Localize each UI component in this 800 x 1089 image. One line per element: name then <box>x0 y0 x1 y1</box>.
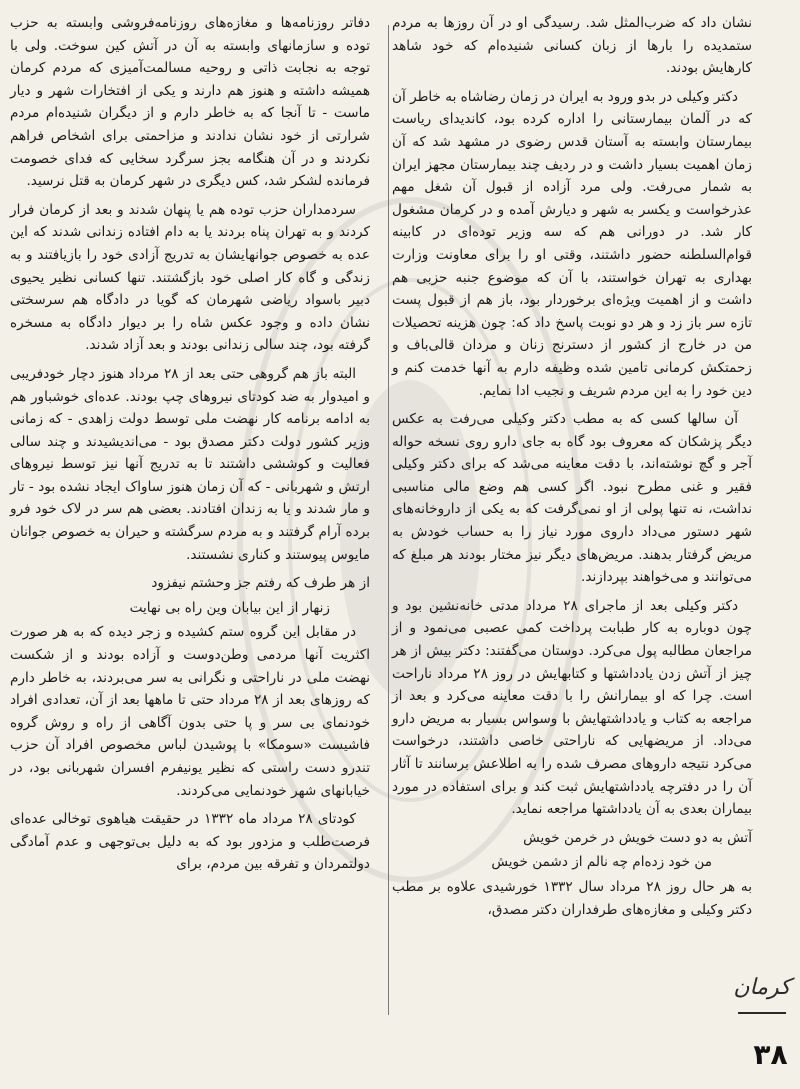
paragraph: به هر حال روز ۲۸ مرداد سال ۱۳۳۲ خورشیدی علاوه بر مطب دکتر وکیلی و مغازه‌های طرفداران دکتر مصدق، <box>392 878 753 918</box>
magazine-logo: کرمان <box>733 975 791 1000</box>
verse-line: آتش به دو دست خویش در خرمن خویش <box>523 829 752 846</box>
verse-line: از هر طرف که رفتم جز وحشتم نیفزود <box>151 575 370 592</box>
paragraph: نشان داد که ضرب‌المثل شد. رسیدگی او در آن روزها به مردم ستمدیده را بارها از زبان کسانی شنیده‌ام که خود شاهد کارهایش بودند. <box>392 15 752 77</box>
right-column <box>392 12 752 927</box>
column-divider <box>388 25 389 1015</box>
left-column <box>10 12 370 882</box>
logo-underline <box>738 1012 786 1014</box>
paragraph: دفاتر روزنامه‌ها و مغازه‌های روزنامه‌فروشی وابسته به حزب توده و سازمانهای وابسته به آن در آتش کین سوخت. ولی با توجه به نجابت ذاتی و روحیه مسالمت‌آمیزی که مردم کرمان همیشه داشته و هنوز هم دارند و یکی از افتخارات شهر و دیار ماست - تا آنجا که به خاطر دارم و از دیگران شنیده‌ام مردم شرارتی از خود نشان ندادند و مزاحمتی برای اشخاص فراهم نکردند و در آن هنگامه بجز سرگرد سخایی که فدای خصومت فرمانده لشکر شد، کس دیگری در شهر کرمان به قتل نرسید. <box>10 15 370 190</box>
paragraph: در مقابل این گروه ستم کشیده و زجر دیده که به هر صورت اکثریت آنها مردمی وطن‌دوست و آزاده بودند و از شکست نهضت ملی در ناراحتی و نگرانی به سر می‌بردند، به خاطر دارم که روزهای بعد از ۲۸ مرداد حتی تا ماهها بعد از آن، تعدادی افراد خودنمای بی سر و پا حتی بدون آگاهی از راه و روش گروه فاشیست «سومکا» با پوشیدن لباس مخصوص افراد آن حزب تندرو دست راستی که نظیر یونیفرم افسران شهربانی بود، در خیابانهای شهر خودنمایی می‌کردند. <box>10 624 370 799</box>
paragraph: آن سالها کسی که به مطب دکتر وکیلی می‌رفت به عکس دیگر پزشکان که معروف بود گاه به جای دارو روی نسخه حواله آجر و گچ نوشته‌اند، با دقت معاینه می‌شد که برای دکتر وکیلی فقیر و غنی مطرح نبود. اگر کسی هم وضع مالی مناسبی نداشت، نه تنها پولی از او نمی‌گرفت که به یکی از داروخانه‌های شهر دستور می‌داد داروی مورد نیاز را به حساب خودش به مریض گرفتار بدهند. مریض‌های دیگر نیز مختار بودند هر مبلغ که می‌توانند و می‌خواهند بپردازند. <box>392 411 752 586</box>
paragraph: البته باز هم گروهی حتی بعد از ۲۸ مرداد هنوز دچار خودفریبی و امیدوار به ضد کودتای نیروهای چپ بودند. عده‌ای خوشباور هم به ادامه برنامه کار نهضت ملی توسط دولت زاهدی - که زمانی وزیر کشور دولت دکتر مصدق بود - می‌اندیشیدند و چند سالی فعالیت و کوششی داشتند تا به تدریج آنها نیز توسط نیروهای ارتش و شهربانی - که آن زمان هنوز ساواک ایجاد نشده بود - تار و مار شدند و یا به زندان افتادند. بعضی هم سر در لاک خود فرو برده آرام گرفتند و به مردم سرگشته و حیران به خصوص جوانان مایوس پیوستند و کناری نشستند. <box>10 365 370 563</box>
verse-line: من خود زده‌ام چه نالم از دشمن خویش <box>491 854 712 871</box>
paragraph: سردمداران حزب توده هم یا پنهان شدند و بعد از کرمان فرار کردند و به تهران پناه بردند یا به دام افتاده زندانی شدند که این عده به خصوص جوانهایشان به تدریج آزادی خود را بازیافتند و به زندگی و گاه کار اصلی خود بازگشتند. تنها کسانی نظیر یحیوی دبیر باسواد ریاضی شهرمان که گویا در دادگاه هم سرسختی نشان داده و وجود عکس شاه را بر دیوار دادگاه به مسخره گرفته بود، چند سالی زندانی بودند و بعد آزاد شدند. <box>10 201 370 354</box>
verse-line: زنهار از این بیابان وین راه بی نهایت <box>129 599 330 616</box>
paragraph: کودتای ۲۸ مرداد ماه ۱۳۳۲ در حقیقت هیاهوی توخالی عده‌ای فرصت‌طلب و مزدور بود که به دلیل بی‌توجهی و عدم آمادگی دولتمردان و تفرقه بین مردم، برای <box>10 811 370 873</box>
paragraph: دکتر وکیلی در بدو ورود به ایران در زمان رضاشاه به خاطر آن که در آلمان بیمارستانی را اداره کرده بود، کاندیدای ریاست بیمارستان وابسته به آستان قدس رضوی در مشهد شد که آن زمان اهمیت بسیار داشت و در ردیف چند بیمارستان مجهز ایران به شمار می‌رفت. ولی مرد آزاده از قبول آن شغل مهم عذرخواست و یکسر به شهر و دیارش آمده و در کرمان مشغول کار شد. در دورانی هم که سه وزیر توده‌ای در کابینه قوام‌السلطنه حضور داشتند، وقتی او را برای معاونت وزارت بهداری به تهران خواستند، با آن که موضوع جنبه حزبی هم داشت و از اهمیت ویژه‌ای برخوردار بود، باز هم از قبول پست تازه سر باز زد و هر دو نوبت پاسخ داد که: چون هزینه تحصیلات من در خارج از کشور از دسترنج زنان و مردان قالی‌باف و زحمتکش کرمانی تامین شده وظیفه دارم به آنها خدمت کنم و دین خود را به این مردم شریف و نجیب ادا نمایم. <box>392 88 752 399</box>
paragraph: دکتر وکیلی بعد از ماجرای ۲۸ مرداد مدتی خانه‌نشین بود و چون دوباره به کار طبابت پرداخت کمی عصبی می‌نمود و از مراجعان مطالبه پول می‌کرد. دوستان می‌گفتند: دکتر بیش از هر چیز از آتش زدن یادداشتها و کتابهایش در روز ۲۸ مرداد ناراحت است. چرا که او بیمارانش را با دقت معاینه می‌کرد و بعد از مراجعه به کتاب و یادداشتهایش با وسواس بسیار به مریض دارو می‌داد. از مریضهایی که ناراحتی خاصی داشتند، درخواست می‌کرد نتیجه داروهای مصرف شده را به اطلاعش برسانند تا آثار آن را در دفترچه یادداشتهایش ثبت کند و برای استفاده در مورد بیماران بعدی به آن یادداشتها مراجعه نماید. <box>392 597 752 818</box>
page-number: ۳۸ <box>753 1038 788 1071</box>
